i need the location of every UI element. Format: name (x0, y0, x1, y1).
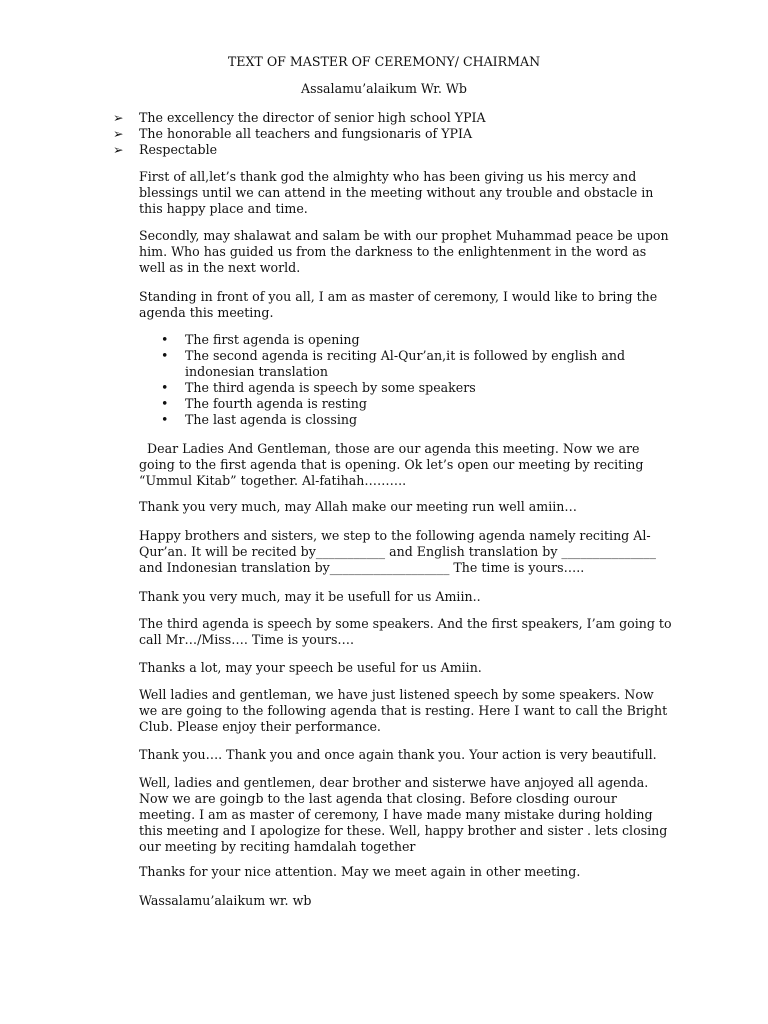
agenda-item: • The last agenda is clossing (161, 412, 676, 428)
closing-greeting: Wassalamu’alaikum wr. wb (139, 893, 312, 908)
paragraph-quran-recitation: Happy brothers and sisters, we step to the following agenda namely reciting Al-Qur’an. It will be recited by___________ and English translation by _______________ and Indonesian translation by___________________ The time is yours….. (139, 528, 656, 575)
arrow-bullet-icon: ➢ (113, 126, 124, 141)
paragraph-shalawat: Secondly, may shalawat and salam be with our prophet Muhammad peace be upon him. Who has guided us from the darkness to the enlightenment in the word as well as in the next world. (139, 228, 669, 275)
agenda-item: • The fourth agenda is resting (161, 396, 676, 412)
paragraph-final-thanks: Thanks for your nice attention. May we meet again in other meeting. (139, 864, 581, 879)
addressee-text: The honorable all teachers and fungsionaris of YPIA (139, 126, 473, 141)
paragraph-agenda-intro: Standing in front of you all, I am as master of ceremony, I would like to bring the agenda this meeting. (139, 289, 658, 320)
paragraph-closing: Well, ladies and gentlemen, dear brother and sisterwe have anjoyed all agenda. Now we are goingb to the last agenda that closing. Before closding ourour meeting. I am as master of ceremony, I have made many mistake during holding this meeting and I apologize for these. Well, happy brother and sister . lets closing our meeting by reciting hamdalah together (139, 775, 668, 854)
agenda-item: • The third agenda is speech by some speakers (161, 380, 676, 396)
paragraph-thank-you-1: Thank you very much, may Allah make our meeting run well amiin… (139, 499, 577, 514)
addressee-list (113, 110, 486, 158)
agenda-item: • The second agenda is reciting Al-Qur’an,it is followed by english and indonesian translation (161, 348, 676, 380)
arrow-bullet-icon: ➢ (113, 142, 124, 157)
list-item (113, 142, 486, 158)
agenda-item: • The first agenda is opening (161, 332, 676, 348)
paragraph-thank-you-3: Thank you…. Thank you and once again thank you. Your action is very beautifull. (139, 747, 657, 762)
paragraph-thank-you-2: Thank you very much, may it be usefull for us Amiin.. (139, 589, 481, 604)
paragraph-thanks-speech: Thanks a lot, may your speech be useful for us Amiin. (139, 660, 482, 675)
document-title: TEXT OF MASTER OF CEREMONY/ CHAIRMAN (227, 54, 541, 69)
list-item (113, 126, 486, 142)
list-item (113, 110, 486, 126)
agenda-list (161, 332, 676, 428)
paragraph-resting: Well ladies and gentleman, we have just listened speech by some speakers. Now we are going to the following agenda that is resting. Here I want to call the Bright Club. Please enjoy their performance. (139, 687, 668, 734)
paragraph-opening: Dear Ladies And Gentleman, those are our agenda this meeting. Now we are going to the first agenda that is opening. Ok let’s open our meeting by reciting “Ummul Kitab” together. Al-fatihah………. (139, 441, 648, 488)
paragraph-speech: The third agenda is speech by some speakers. And the first speakers, I’am going to call Mr…/Miss…. Time is yours…. (139, 616, 672, 647)
opening-greeting: Assalamu’alaikum Wr. Wb (301, 81, 467, 96)
addressee-text: The excellency the director of senior high school YPIA (139, 110, 486, 125)
arrow-bullet-icon: ➢ (113, 110, 124, 125)
paragraph-thanks-god: First of all,let’s thank god the almighty who has been giving us his mercy and blessings until we can attend in the meeting without any trouble and obstacle in this happy place and time. (139, 169, 654, 216)
addressee-text: Respectable (139, 142, 218, 157)
